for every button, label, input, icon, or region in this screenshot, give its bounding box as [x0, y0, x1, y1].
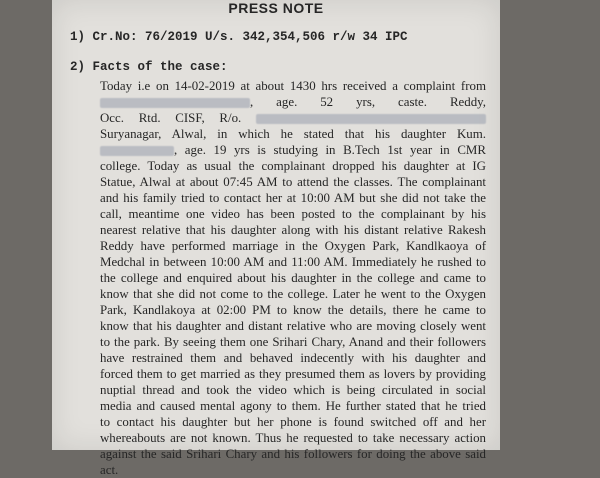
facts-heading: 2) Facts of the case:	[70, 60, 228, 74]
facts-line: forced them to get married as they presumed them as lovers by providing	[100, 367, 486, 381]
facts-line: nearest relative that his daughter along with his distant relative Rakesh	[100, 223, 486, 237]
facts-line: Park, Kandlakoya at 02:00 PM to know the details, there he came to	[100, 303, 486, 317]
facts-line: nuptial thread and took the video which is being circulated in social	[100, 383, 486, 397]
facts-line: college. Today as usual the complainant dropped his daughter at IG	[100, 159, 486, 173]
case-number-heading: 1) Cr.No: 76/2019 U/s. 342,354,506 r/w 34 IPC	[70, 30, 408, 44]
press-note-page	[52, 0, 500, 477]
facts-line: Today i.e on 14-02-2019 at about 1430 hrs received a complaint from	[100, 79, 486, 93]
facts-line: Reddy have performed marriage in the Oxygen Park, Kandlkaoya of	[100, 239, 486, 253]
facts-line: the college and enquired about his daughter in the college and came to	[100, 271, 486, 285]
facts-line: Statue, Alwal at about 07:45 AM to attend the classes. The complainant	[100, 175, 486, 189]
facts-line: have restrained them and behaved indecently with his daughter and	[100, 351, 486, 365]
facts-line: and his family tried to contact her at 10:00 AM but she did not take the	[100, 191, 486, 205]
facts-line: Occ. Rtd. CISF, R/o.	[100, 110, 486, 126]
facts-line: Suryanagar, Alwal, in which he stated that his daughter Kum.	[100, 127, 486, 141]
facts-line: call, meantime one video has been posted to the complainant by his	[100, 207, 486, 221]
facts-line: whereabouts are not known. Thus he requested to take necessary action	[100, 431, 486, 445]
redacted-name	[100, 146, 174, 156]
facts-line: , age. 52 yrs, caste. Reddy,	[100, 94, 486, 110]
facts-line: know that his daughter and distant relative who are moving closely went	[100, 319, 486, 333]
document-title: PRESS NOTE	[228, 0, 324, 16]
facts-line: media and caused mental agony to them. He further stated that he tried	[100, 399, 486, 413]
facts-paragraph	[100, 78, 486, 478]
redacted-address	[256, 114, 486, 124]
redacted-name	[100, 98, 250, 108]
facts-line: know that she did not come to the college. Later he went to the Oxygen	[100, 287, 486, 301]
facts-line: Medchal in between 10:00 AM and 11:00 AM. Immediately he rushed to	[100, 255, 486, 269]
facts-line: to the park. By seeing them one Srihari Chary, Anand and their followers	[100, 335, 486, 349]
facts-line: to contact his daughter but her phone is found switched off and her	[100, 415, 486, 429]
facts-line: , age. 19 yrs is studying in B.Tech 1st year in CMR	[100, 142, 486, 158]
facts-line: against the said Srihari Chary and his followers for doing the above said	[100, 447, 486, 461]
facts-line: act.	[100, 463, 119, 477]
